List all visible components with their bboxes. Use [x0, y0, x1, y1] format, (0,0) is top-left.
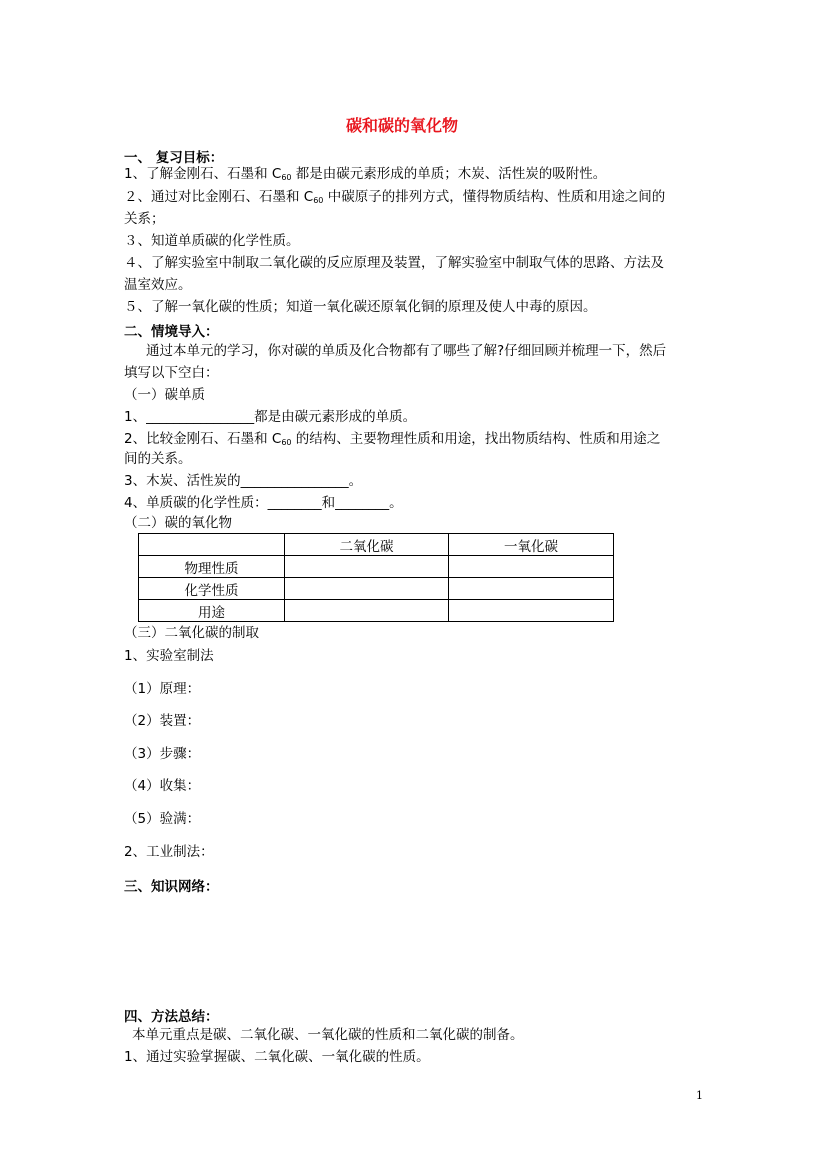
c60-subscript: 60: [281, 438, 292, 447]
objective-4-continued: 温室效应。: [124, 277, 192, 293]
objective-1: [124, 165, 606, 187]
table-cell: [449, 600, 614, 622]
question-2-text-a: 2、比较金刚石、石墨和 C: [124, 431, 282, 447]
question-2-text-b: 的结构、主要物理性质和用途，找出物质结构、性质和用途之: [291, 431, 661, 447]
part-3-heading: （三）二氧化碳的制取: [124, 625, 259, 641]
table-cell: [285, 556, 449, 578]
objective-2-text-b: 中碳原子的排列方式，懂得物质结构、性质和用途之间的: [323, 189, 666, 205]
lab-step-check-full: （5）验满：: [124, 811, 201, 827]
lab-step-procedure: （3）步骤：: [124, 746, 201, 762]
section-1-heading: 一、 复习目标：: [124, 150, 224, 166]
objective-1-text-b: 都是由碳元素形成的单质；木炭、活性炭的吸附性。: [291, 166, 607, 182]
objective-2-text-a: ２、通过对比金刚石、石墨和 C: [124, 189, 314, 205]
intro-line-1: 通过本单元的学习，你对碳的单质及化合物都有了哪些了解?仔细回顾并梳理一下，然后: [146, 343, 667, 359]
question-2: [124, 430, 660, 452]
table-cell: [449, 556, 614, 578]
table-header-row: [139, 534, 614, 556]
question-3: 3、木炭、活性炭的________________。: [124, 473, 363, 489]
table-cell: [285, 600, 449, 622]
lab-method: 1、实验室制法: [124, 648, 214, 664]
table-header-cell: [139, 534, 285, 556]
summary-line-2: 1、通过实验掌握碳、二氧化碳、一氧化碳的性质。: [124, 1049, 430, 1065]
summary-line-1: 本单元重点是碳、二氧化碳、一氧化碳的性质和二氧化碳的制备。: [132, 1027, 524, 1043]
lab-step-principle: （1）原理：: [124, 681, 201, 697]
table-cell: [449, 578, 614, 600]
row-label: 物理性质: [139, 556, 285, 578]
table-row: [139, 556, 614, 578]
objective-2-continued: 关系；: [124, 211, 165, 227]
intro-line-2: 填写以下空白：: [124, 365, 219, 381]
c60-subscript: 60: [281, 173, 292, 182]
lab-step-apparatus: （2）装置：: [124, 713, 201, 729]
question-1: 1、________________都是由碳元素形成的单质。: [124, 409, 417, 425]
row-label: 化学性质: [139, 578, 285, 600]
table-row: [139, 578, 614, 600]
table-row: [139, 600, 614, 622]
c60-subscript: 60: [313, 196, 324, 205]
objective-2: [124, 188, 665, 210]
table-cell: [285, 578, 449, 600]
table-header-cell: 二氧化碳: [285, 534, 449, 556]
industrial-method: 2、工业制法：: [124, 844, 214, 860]
question-2-continued: 间的关系。: [124, 451, 192, 467]
lab-step-collection: （4）收集：: [124, 778, 201, 794]
page-title: 碳和碳的氧化物: [346, 116, 459, 135]
objective-5: ５、了解一氧化碳的性质；知道一氧化碳还原氧化铜的原理及使人中毒的原因。: [124, 299, 597, 315]
table-header-cell: 一氧化碳: [449, 534, 614, 556]
oxides-table: [138, 533, 614, 622]
part-1-heading: （一）碳单质: [124, 387, 205, 403]
part-2-heading: （二）碳的氧化物: [124, 515, 232, 531]
page-number: 1: [696, 1089, 703, 1102]
objective-4: ４、了解实验室中制取二氧化碳的反应原理及装置，了解实验室中制取气体的思路、方法及: [124, 255, 664, 271]
objective-3: ３、知道单质碳的化学性质。: [124, 233, 300, 249]
section-2-heading: 二、情境导入：: [124, 324, 219, 340]
question-4: 4、单质碳的化学性质：________和________。: [124, 495, 403, 511]
row-label: 用途: [139, 600, 285, 622]
objective-1-text-a: 1、了解金刚石、石墨和 C: [124, 166, 282, 182]
section-3-heading: 三、知识网络：: [124, 879, 219, 895]
section-4-heading: 四、方法总结：: [124, 1009, 219, 1025]
